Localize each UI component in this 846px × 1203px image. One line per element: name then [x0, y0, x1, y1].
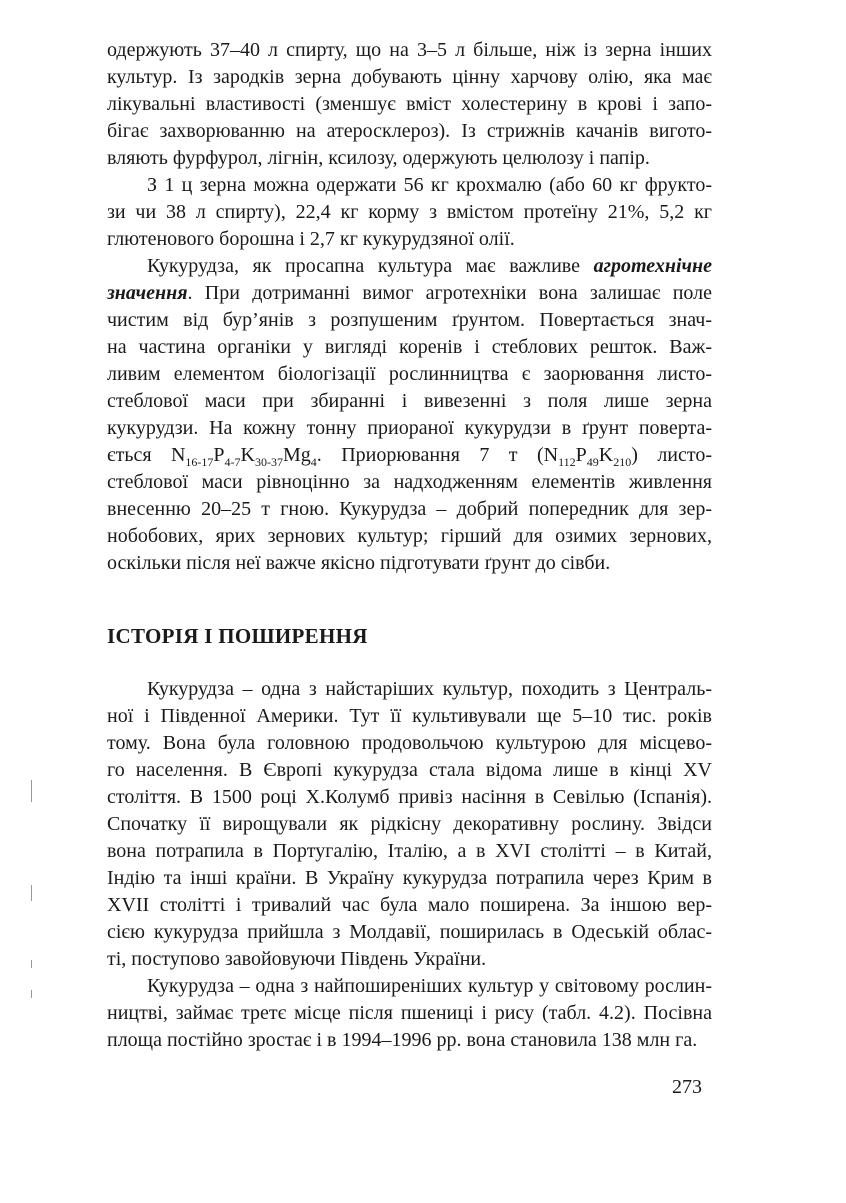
text-segment: . Приорювання 7 т (N	[316, 444, 559, 466]
page-number: 273	[672, 1076, 702, 1098]
text-segment: P	[213, 444, 225, 466]
text-line: лікувальні властивості (зменшує вміст холестерину в крові і запо-	[107, 93, 712, 115]
text-line	[107, 253, 712, 280]
text-line: тому. Вона була головною продовольчою культурою для місцево-	[107, 732, 712, 754]
text-line: чистим від бур’янів з розпушеним ґрунтом. Повертається знач-	[107, 309, 712, 331]
text-line: бігає захворюванню на атеросклероз). Із стрижнів качанів вигото-	[107, 120, 712, 142]
text-line: Кукурудза – одна з найстаріших культур, походить з Централь-	[147, 678, 712, 700]
text-segment: ) листо-	[631, 444, 713, 466]
text-line	[107, 442, 712, 469]
subscript: 4-7	[224, 455, 241, 469]
text-line: ництві, займає третє місце після пшениці і рису (табл. 4.2). Посівна	[107, 1002, 712, 1024]
text-line: кукурудзи. На кожну тонну приораної кукурудзи в ґрунт поверта-	[107, 417, 712, 439]
text-segment: ється N	[107, 444, 186, 466]
text-line: нобобових, ярих зернових культур; гірший для озимих зернових,	[107, 525, 712, 547]
text-line: ливим елементом біологізації рослинництва є заорювання листо-	[107, 363, 712, 385]
text-line	[107, 280, 712, 307]
text-line: сією кукурудза прийшла з Молдавії, поширилась в Одеській облас-	[107, 921, 712, 943]
text-line: ної і Південної Америки. Тут її культивували ще 5–10 тис. років	[107, 705, 712, 727]
scan-artifact-mark	[31, 960, 32, 968]
text-line: стеблової маси при збиранні і вивезенні з поля лише зерна	[107, 390, 712, 412]
text-block-history	[107, 676, 712, 1054]
section-heading: ІСТОРІЯ І ПОШИРЕННЯ	[107, 624, 368, 648]
text-line: глютенового борошна і 2,7 кг кукурудзяної олії.	[107, 228, 515, 250]
text-line: го населення. В Європі кукурудза стала відома лише в кінці XV	[107, 759, 712, 781]
text-line: Індію та інші країни. В Україну кукурудза потрапила через Крим в	[107, 867, 712, 889]
text-line: оскільки після неї важче якісно підготувати ґрунт до сівби.	[107, 552, 611, 574]
subscript: 112	[558, 455, 576, 469]
text-line: на частина органіки у вигляді коренів і стеблових решток. Важ-	[107, 336, 712, 358]
text-segment: K	[598, 444, 614, 466]
text-segment: P	[575, 444, 587, 466]
text-block-agrotechnical	[107, 37, 712, 577]
subscript: 16-17	[185, 455, 214, 469]
text-line: одержують 37–40 л спирту, що на 3–5 л більше, ніж із зерна інших	[107, 39, 712, 61]
text-line: Спочатку її вирощували як рідкісну декоративну рослину. Звідси	[107, 813, 712, 835]
text-line: вляють фурфурол, лігнін, ксилозу, одержують целюлозу і папір.	[107, 147, 650, 169]
text-segment: K	[240, 444, 255, 466]
text-line: зи чи 38 л спирту), 22,4 кг корму з вмістом протеїну 21%, 5,2 кг	[107, 201, 712, 223]
text-line: століття. В 1500 році Х.Колумб привіз насіння в Севілью (Іспанія).	[107, 786, 712, 808]
subscript: 30-37	[254, 455, 283, 469]
text-segment: . При дотриманні вимог агротехніки вона залишає поле	[187, 282, 712, 304]
text-line: Кукурудза – одна з найпоширеніших культур у світовому рослин-	[147, 975, 712, 997]
text-line: культур. Із зародків зерна добувають цінну харчову олію, яка має	[107, 66, 712, 88]
text-line: З 1 ц зерна можна одержати 56 кг крохмалю (або 60 кг фрукто-	[147, 174, 712, 196]
scan-artifact-mark	[31, 885, 32, 901]
text-segment: Mg	[282, 444, 311, 466]
text-line: XVII столітті і тривалий час була мало поширена. За іншою вер-	[107, 894, 712, 916]
emphasis-text: агротехнічне	[593, 255, 712, 277]
text-segment: Кукурудза, як просапна культура має важливе	[147, 255, 594, 277]
scan-artifact-mark	[31, 780, 32, 802]
subscript: 49	[586, 455, 599, 469]
text-line: стеблової маси рівноцінно за надходженням елементів живлення	[107, 471, 712, 493]
text-line: вона потрапила в Португалію, Італію, а в XVI столітті – в Китай,	[107, 840, 712, 862]
emphasis-text: значення	[107, 282, 188, 304]
scan-artifact-mark	[31, 990, 32, 998]
subscript: 210	[613, 455, 632, 469]
text-line: ті, поступово завойовуючи Південь України.	[107, 948, 487, 970]
text-line: внесенню 20–25 т гною. Кукурудза – добрий попередник для зер-	[107, 498, 712, 520]
subscript: 4	[310, 455, 317, 469]
text-line: площа постійно зростає і в 1994–1996 рр. вона становила 138 млн га.	[107, 1029, 698, 1051]
